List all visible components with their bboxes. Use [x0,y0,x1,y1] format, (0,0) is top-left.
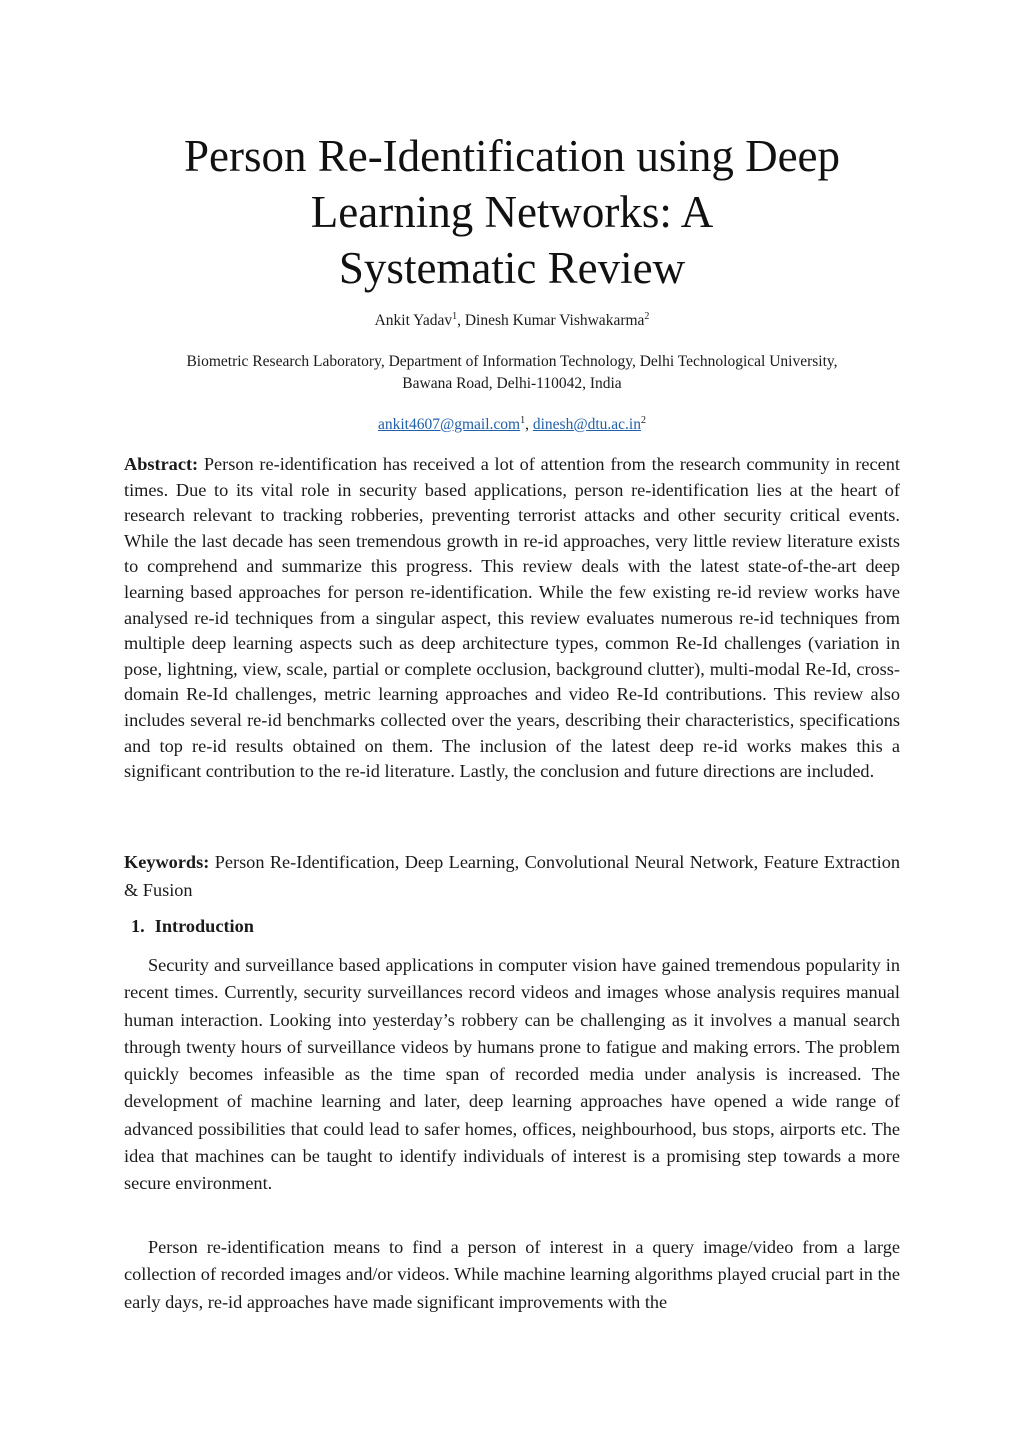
author-affiliation-mark: 2 [644,310,650,322]
section-title: Introduction [154,916,254,936]
section-heading [131,914,254,939]
email-link[interactable]: ankit4607@gmail.com [377,416,521,433]
author-emails [110,414,914,436]
title-line: Person Re-Identification using Deep [183,131,841,181]
affiliation [110,351,914,395]
abstract [124,452,900,785]
title-line: Systematic Review [338,243,686,293]
author-name: Ankit Yadav [374,312,453,329]
paper-title [110,128,914,296]
email-affiliation-mark: 1 [520,414,526,426]
section-number: 1. [131,916,145,936]
abstract-label: Abstract: [124,454,199,474]
author-separator: , [457,312,465,329]
abstract-text: Person re-identification has received a lot of attention from the research community in recent times. Due to its vital role in security based applications, person re-identification lies at the heart of research relevant to tracking robberies, preventing terrorist attacks and other security critical events. While the last decade has seen tremendous growth in re-id approaches, very little review literature exists to comprehend and summarize this progress. This review deals with the latest state-of-the-art deep learning based approaches for person re-identification. While the few existing re-id review works have analysed re-id techniques from a singular aspect, this review evaluates numerous re-id techniques from multiple deep learning aspects such as deep architecture types, common Re-Id challenges (variation in pose, lightning, view, scale, partial or complete occlusion, background clutter), multi-modal Re-Id, cross-domain Re-Id challenges, metric learning approaches and video Re-Id contributions. This review also includes several re-id benchmarks collected over the years, describing their characteristics, specifications and top re-id results obtained on them. The inclusion of the latest deep re-id works makes this a significant contribution to the re-id literature. Lastly, the conclusion and future directions are included. [124,454,900,782]
affiliation-line: Biometric Research Laboratory, Department of Information Technology, Delhi Technological University, [186,353,838,370]
body-paragraph: Security and surveillance based applications in computer vision have gained tremendous popularity in recent times. Currently, security surveillances record videos and images whose analysis requires manual human interaction. Looking into yesterday’s robbery can be challenging as it involves a manual search through twenty hours of surveillance videos by humans prone to fatigue and making errors. The problem quickly becomes infeasible as the time span of recorded media under analysis is increased. The development of machine learning and later, deep learning approaches have opened a wide range of advanced possibilities that could lead to safer homes, offices, neighbourhood, bus stops, airports etc. The idea that machines can be taught to identify individuals of interest is a promising step towards a more secure environment. [124,955,900,1194]
email-link[interactable]: dinesh@dtu.ac.in [532,416,641,433]
body-paragraph: Person re-identification means to find a person of interest in a query image/video from a large collection of recorded images and/or videos. While machine learning algorithms played crucial part in the early days, re-id approaches have made significant improvements with the [124,1237,900,1312]
email-separator: , [525,416,533,433]
keywords-text: Person Re-Identification, Deep Learning, Convolutional Neural Network, Feature Extraction & Fusion [124,852,900,900]
keywords [124,849,900,904]
author-list [110,310,914,332]
author-name: Dinesh Kumar Vishwakarma [464,312,645,329]
email-affiliation-mark: 2 [641,414,646,426]
keywords-label: Keywords: [124,852,210,872]
title-line: Learning Networks: A [310,187,714,237]
affiliation-line: Bawana Road, Delhi-110042, India [402,375,622,392]
author-affiliation-mark: 1 [452,310,458,322]
